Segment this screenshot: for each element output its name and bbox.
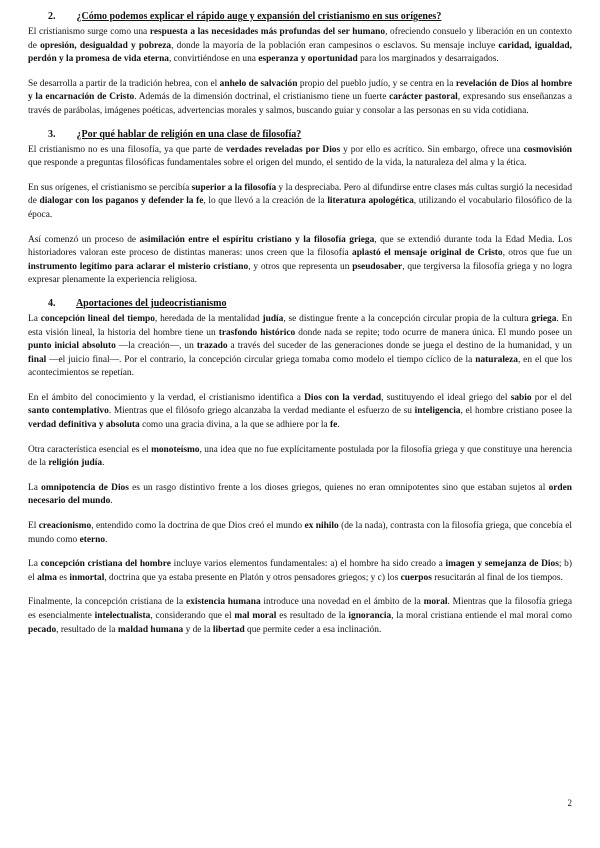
- bold-phrase: punto inicial absoluto: [28, 341, 116, 352]
- text-run: y de la: [183, 624, 213, 635]
- section-title: ¿Cómo podemos explicar el rápido auge y expansión del cristianismo en sus orígenes?: [76, 11, 442, 22]
- text-run: La: [28, 559, 41, 570]
- text-run: es resultado de la: [276, 611, 349, 621]
- text-run: es: [56, 572, 70, 583]
- section-title: Aportaciones del judeocristianismo: [75, 297, 227, 309]
- bold-phrase: omnipotencia de Dios: [41, 482, 129, 493]
- text-run: introduce una novedad en el ámbito de la: [260, 597, 424, 608]
- section-heading: [28, 10, 572, 24]
- text-run: . Mientras que el filósofo griego alcanzaba la verdad mediante el esfuerzo de su: [108, 406, 415, 417]
- text-run: propio del pueblo judío, y se centra en la: [297, 78, 456, 89]
- text-run: , heredada de la mentalidad: [154, 313, 263, 324]
- bold-phrase: literatura apologética: [327, 196, 414, 207]
- bold-phrase: eterno: [79, 534, 106, 545]
- section-heading: [28, 128, 572, 142]
- section-number: 4.: [48, 297, 56, 309]
- text-run: donde nada se repite; todo ocurre de manera única. El mundo posee un: [295, 327, 573, 338]
- bold-phrase: ignorancia: [348, 611, 392, 621]
- text-run: , la moral cristiana entiende el mal moral como: [391, 611, 572, 621]
- text-run: , el hombre cristiano posee la: [460, 406, 573, 417]
- text-run: , donde la mayoría de la población eran campesinos o esclavos. Su mensaje incluye: [171, 40, 499, 51]
- text-run: .: [110, 496, 113, 507]
- bold-phrase: concepción cristiana del hombre: [40, 559, 171, 570]
- text-run: que responde a preguntas filosóficas fundamentales sobre el origen del mundo, el sentido de la vida, la naturaleza del alma y la ética.: [28, 158, 527, 169]
- bold-phrase: revelación de Dios al hombre y la encarnación de Cristo: [28, 78, 572, 103]
- paragraph: [28, 444, 572, 471]
- section-2: [28, 10, 572, 119]
- text-run: a través del suceder de las generaciones donde se juega el destino de la humanidad, y un: [227, 341, 572, 352]
- bold-phrase: naturaleza: [475, 354, 518, 365]
- text-run: .: [102, 458, 105, 469]
- bold-phrase: respuesta a las necesidades más profundas del ser humano: [149, 27, 386, 37]
- text-run: , y otros que representa un: [248, 261, 353, 272]
- bold-phrase: esperanza y oportunidad: [258, 54, 358, 65]
- text-run: y por ello es acrítico. Sin embargo, ofrece una: [340, 144, 524, 155]
- bold-phrase: griega: [531, 313, 557, 324]
- bold-phrase: dialogar con los paganos y defender la fe: [39, 196, 204, 207]
- paragraph: [28, 558, 572, 585]
- text-run: , sustituyendo el ideal griego del: [381, 392, 511, 403]
- bold-phrase: caridad, igualdad, perdón y la promesa de vida eterna: [28, 40, 572, 65]
- bold-phrase: intelectualista: [94, 611, 151, 621]
- bold-phrase: aplastó el mensaje original de Cristo: [352, 248, 503, 259]
- text-run: , que tergiversa la filosofía griega y no logra expresar plenamente la experiencia religiosa.: [28, 261, 572, 286]
- section-4: [28, 297, 572, 637]
- text-run: , que se extendió durante toda la Edad Media. Los historiadores valoran este proceso de distintas maneras: unos creen que la filosofía: [28, 234, 572, 259]
- bold-phrase: fe: [330, 420, 338, 431]
- document-page: [28, 10, 572, 648]
- text-run: , utilizando el vocabulario filosófico de la época.: [28, 196, 572, 220]
- text-run: incluye varios elementos fundamentales: a) el hombre ha sido creado a: [170, 559, 446, 570]
- paragraph: [28, 78, 572, 119]
- text-run: , resultado de la: [56, 624, 118, 635]
- text-run: —el juicio final—. Por el contrario, la concepción circular griega tomaba como modelo el tiempo cíclico de la: [46, 354, 476, 365]
- paragraph: [28, 313, 572, 381]
- bold-phrase: anhelo de salvación: [219, 78, 298, 89]
- text-run: (de la nada), contrasta con la filosofía griega, que concebía el mundo como: [28, 521, 572, 545]
- bold-phrase: mal moral: [234, 611, 277, 621]
- bold-phrase: cuerpos: [400, 572, 432, 583]
- paragraph: [28, 26, 572, 67]
- bold-phrase: carácter pastoral: [389, 92, 458, 103]
- text-run: ; b) el: [28, 559, 572, 583]
- text-run: El: [28, 521, 39, 532]
- paragraph: [28, 182, 572, 223]
- text-run: que permite ceder a esa inclinación.: [244, 624, 382, 635]
- bold-phrase: final: [28, 354, 47, 365]
- text-run: La: [28, 313, 41, 324]
- bold-phrase: opresión, desigualdad y pobreza: [40, 40, 172, 51]
- bold-phrase: trasfondo histórico: [218, 327, 296, 338]
- section-3: [28, 128, 572, 288]
- text-run: En sus orígenes, el cristianismo se percibía: [28, 182, 192, 193]
- text-run: En el ámbito del conocimiento y la verdad, el cristianismo identifica a: [28, 392, 305, 403]
- paragraph: [28, 392, 572, 433]
- text-run: , se distingue frente a la concepción circular propia de la cultura: [283, 313, 532, 324]
- bold-phrase: instrumento legítimo para aclarar el misterio cristiano: [28, 261, 249, 272]
- text-run: , expresando sus enseñanzas a través de parábolas, imágenes poéticas, advertencias morales y salmos, buscando guiar y consolar a las personas en su vida cotidiana.: [28, 92, 572, 116]
- bold-phrase: sabio: [510, 392, 532, 403]
- text-run: , una idea que no fue explícitamente postulada por la filosofía griega y que constituye una herencia de la: [28, 444, 572, 469]
- bold-phrase: creacionismo: [38, 521, 92, 532]
- text-run: resucitarán al final de los tiempos.: [431, 572, 563, 583]
- text-run: para los marginados y desarraigados.: [357, 54, 499, 65]
- text-run: , entendido como la doctrina de que Dios creó el mundo: [91, 521, 305, 532]
- bold-phrase: existencia humana: [185, 597, 261, 608]
- text-run: El cristianismo surge como una: [28, 27, 150, 37]
- bold-phrase: religión judía: [48, 458, 103, 469]
- bold-phrase: santo contemplativo: [28, 406, 109, 417]
- bold-phrase: ex nihilo: [304, 521, 339, 532]
- bold-phrase: Dios con la verdad: [304, 392, 382, 403]
- bold-phrase: asimilación entre el espíritu cristiano y la filosofía griega: [139, 234, 375, 245]
- bold-phrase: superior a la filosofía: [191, 182, 277, 193]
- bold-phrase: verdades reveladas por Dios: [225, 144, 341, 155]
- text-run: , convirtiéndose en una: [168, 54, 259, 65]
- bold-phrase: inmortal: [69, 572, 105, 583]
- text-run: y la despreciaba. Pero al difundirse entre clases más cultas surgió la necesidad de: [28, 182, 573, 207]
- bold-phrase: inteligencia: [414, 406, 461, 417]
- text-run: , considerando que el: [150, 611, 235, 621]
- text-run: . Además de la dimensión doctrinal, el cristianismo tiene un fuerte: [134, 92, 390, 103]
- bold-phrase: maldad humana: [117, 624, 184, 635]
- paragraph: [28, 482, 572, 509]
- text-run: por el del: [531, 392, 572, 403]
- paragraph: [28, 234, 572, 288]
- section-number: 2.: [48, 11, 56, 22]
- paragraph: [28, 144, 572, 171]
- bold-phrase: verdad definitiva y absoluta: [28, 420, 140, 431]
- text-run: .: [337, 420, 340, 431]
- text-run: , ofreciendo consuelo y liberación en un contexto de: [28, 27, 572, 51]
- bold-phrase: pecado: [28, 624, 57, 635]
- text-run: El cristianismo no es una filosofía, ya que parte de: [28, 144, 226, 155]
- text-run: La: [28, 482, 42, 493]
- bold-phrase: moral: [423, 597, 448, 608]
- text-run: como una gracia divina, a la que se adhiere por la: [139, 420, 331, 431]
- bold-phrase: concepción lineal del tiempo: [40, 313, 155, 324]
- text-run: , otros que fue un: [502, 248, 572, 259]
- text-run: .: [105, 534, 108, 545]
- text-run: , doctrina que ya estaba presente en Platón y otros pensadores griegos; y c) los: [104, 572, 401, 583]
- bold-phrase: judía: [262, 313, 284, 324]
- section-heading: [28, 297, 572, 311]
- bold-phrase: cosmovisión: [523, 144, 572, 155]
- page-number: 2: [567, 798, 572, 808]
- text-run: Finalmente, la concepción cristiana de la: [28, 597, 186, 608]
- bold-phrase: trazado: [196, 341, 228, 352]
- bold-phrase: imagen y semejanza de Dios: [445, 559, 559, 570]
- bold-phrase: pseudosaber: [352, 261, 403, 272]
- section-number: 3.: [48, 128, 56, 140]
- paragraph: [28, 596, 572, 637]
- text-run: Así comenzó un proceso de: [28, 234, 140, 245]
- bold-phrase: libertad: [212, 624, 245, 635]
- text-run: , lo que llevó a la creación de la: [203, 196, 328, 207]
- text-run: —la creación—, un: [115, 341, 197, 352]
- text-run: , en el que los acontecimientos se repetían.: [28, 354, 572, 379]
- text-run: es un rasgo distintivo frente a los dioses griegos, quienes no eran omnipotentes sino que estaban sujetos al: [128, 482, 549, 493]
- text-run: . Mientras que la filosofía griega es esencialmente: [28, 597, 573, 621]
- paragraph: [28, 520, 572, 547]
- bold-phrase: monoteísmo: [151, 444, 200, 455]
- text-run: Se desarrolla a partir de la tradición hebrea, con el: [28, 78, 220, 89]
- section-title: ¿Por qué hablar de religión en una clase de filosofía?: [76, 128, 302, 140]
- text-run: . En esta visión lineal, la historia del hombre tiene un: [28, 313, 573, 338]
- text-run: Otra característica esencial es el: [28, 444, 152, 455]
- bold-phrase: orden necesario del mundo: [28, 482, 572, 507]
- bold-phrase: alma: [37, 572, 57, 583]
